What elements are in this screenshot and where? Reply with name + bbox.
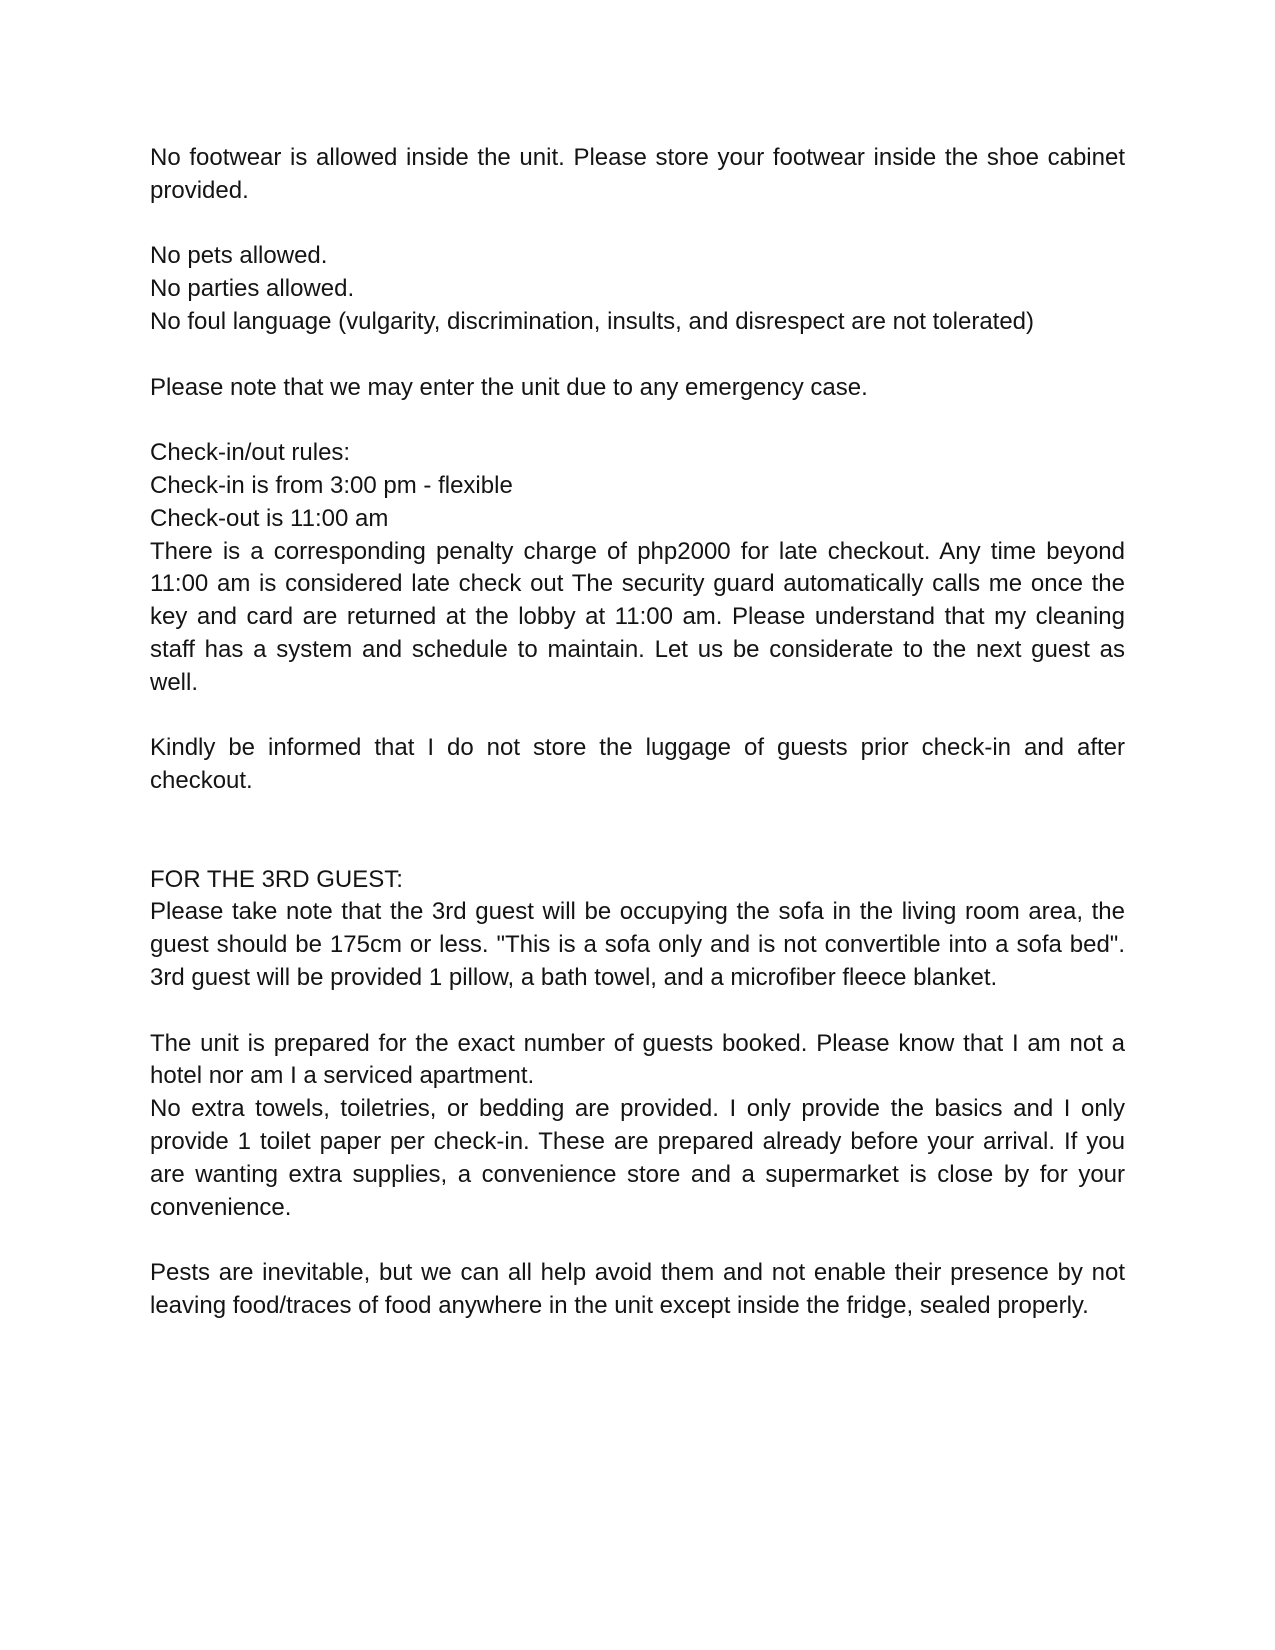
checkout-time: Check-out is 11:00 am [150,504,389,532]
supplies-section [150,1028,1125,1225]
paragraph-spacer [150,1224,1125,1257]
no-parties-rule: No parties allowed. [150,275,355,303]
pests-note: Pests are inevitable, but we can all help avoid them and not enable their presence by not leaving food/traces of food anywhere in the unit except inside the fridge, sealed properly. [150,1259,1125,1319]
paragraph-spacer [150,404,1125,437]
no-pets-rule: No pets allowed. [150,242,328,270]
paragraph-spacer [150,700,1125,733]
paragraph-spacer [150,798,1125,864]
unit-prepared-note: The unit is prepared for the exact number of guests booked. Please know that I am not a hotel nor am I a serviced apartment. [150,1029,1125,1090]
no-foul-language-rule: No foul language (vulgarity, discrimination, insults, and disrespect are not tolerated) [150,307,1035,335]
late-checkout-policy: There is a corresponding penalty charge of php2000 for late checkout. Any time beyond 11:00 am is considered late check out The security guard automatically calls me once the key and card are returned at the lobby at 11:00 am. Please understand that my cleaning staff has a system and schedule to maintain. Let us be considerate to the next guest as well. [150,537,1125,696]
checkin-time: Check-in is from 3:00 pm - flexible [150,471,513,499]
document-page [150,142,1125,1323]
emergency-note: Please note that we may enter the unit due to any emergency case. [150,373,868,401]
checkin-section [150,437,1125,699]
no-extras-note: No extra towels, toiletries, or bedding are provided. I only provide the basics and I only provide 1 toilet paper per check-in. These are prepared already before your arrival. If you are wanting extra supplies, a convenience store and a supermarket is close by for your convenience. [150,1095,1125,1221]
paragraph-spacer [150,208,1125,241]
third-guest-section [150,864,1125,995]
third-guest-text: Please take note that the 3rd guest will be occupying the sofa in the living room area, the guest should be 175cm or less. "This is a sofa only and is not convertible into a sofa bed". 3rd guest will be provided 1 pillow, a bath towel, and a microfiber fleece blanket. [150,898,1125,991]
house-rules-list [150,240,1125,338]
checkin-heading: Check-in/out rules: [150,439,351,467]
paragraph-spacer [150,339,1125,372]
paragraph-spacer [150,995,1125,1028]
luggage-policy: Kindly be informed that I do not store the luggage of guests prior check-in and after checkout. [150,734,1125,795]
third-guest-heading: FOR THE 3RD GUEST: [150,865,403,893]
footwear-rule: No footwear is allowed inside the unit. Please store your footwear inside the shoe cabinet provided. [150,144,1125,204]
